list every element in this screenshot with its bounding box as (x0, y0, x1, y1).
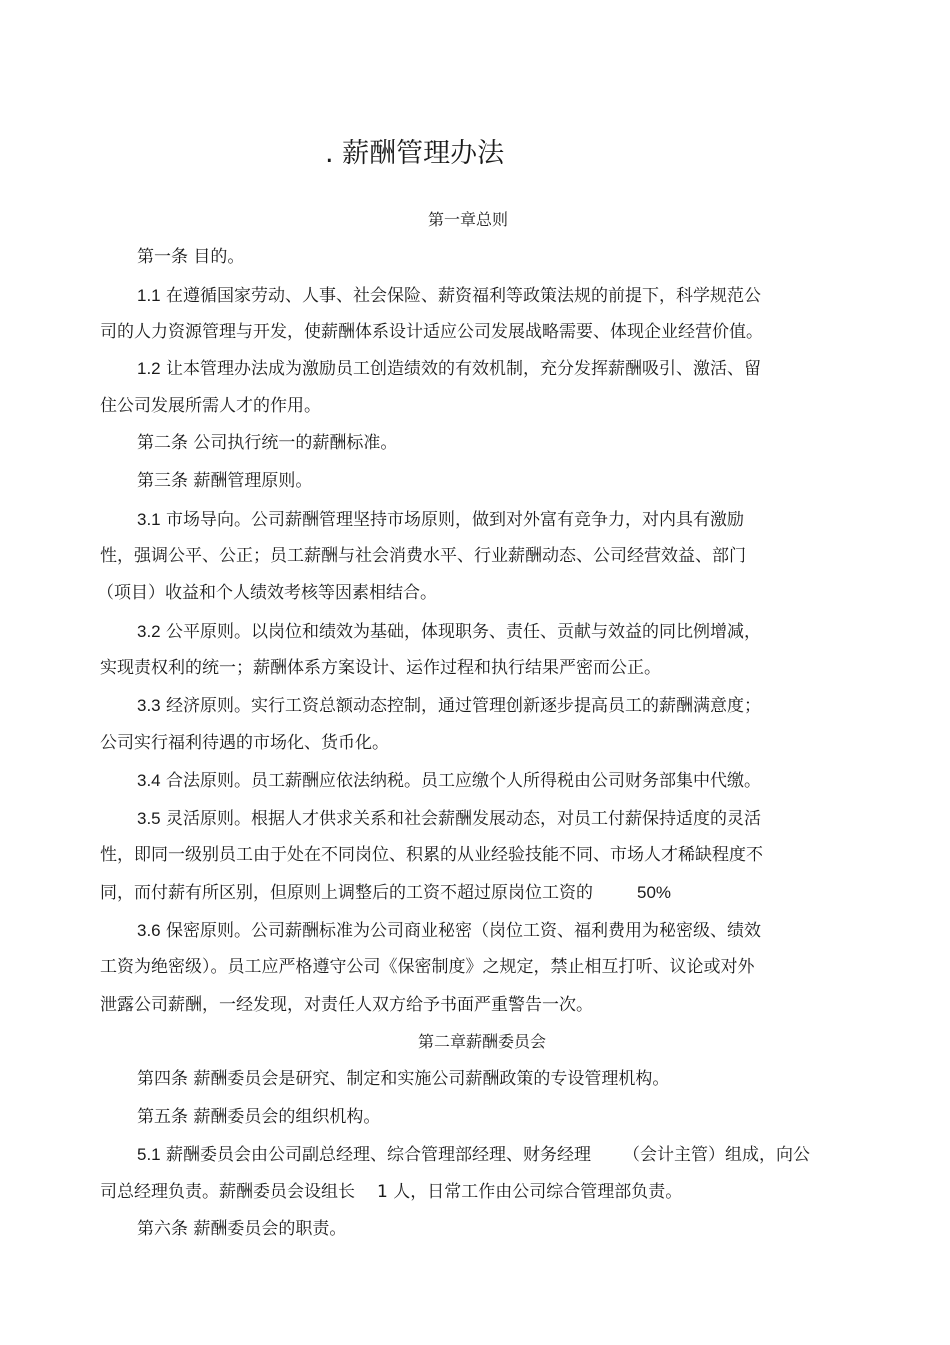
clause-text: 同，而付薪有所区别，但原则上调整后的工资不超过原岗位工资的 (100, 883, 593, 903)
clause-3-5-line-1 (137, 807, 761, 831)
clause-number: 3.1 (137, 510, 161, 529)
clause-number: 3.5 (137, 809, 161, 828)
document-title: . 薪酬管理办法 (325, 138, 505, 169)
clause-3-5-line-3 (100, 881, 671, 905)
clause-3-6-line-2: 工资为绝密级）。员工应严格遵守公司《保密制度》之规定，禁止相互打听、议论或对外 (100, 957, 755, 977)
clause-text: 司总经理负责。薪酬委员会设组长 (100, 1182, 355, 1202)
clause-3-4-line-1 (137, 769, 761, 793)
clause-number: 3.6 (137, 921, 161, 940)
clause-text: 经济原则。实行工资总额动态控制，通过管理创新逐步提高员工的薪酬满意度； (166, 696, 762, 716)
clause-3-2-line-2: 实现责权利的统一；薪酬体系方案设计、运作过程和执行结果严密而公正。 (100, 658, 661, 678)
clause-text: （会计主管）组成，向公 (623, 1145, 811, 1165)
percentage-value: 50% (637, 883, 672, 902)
clause-number: 5.1 (137, 1145, 161, 1164)
clause-text: 让本管理办法成为激励员工创造绩效的有效机制，充分发挥薪酬吸引、激活、留 (166, 359, 762, 379)
clause-text: 在遵循国家劳动、人事、社会保险、薪资福利等政策法规的前提下，科学规范公 (166, 286, 762, 306)
article-6: 第六条 薪酬委员会的职责。 (137, 1219, 347, 1239)
clause-3-3-line-1 (137, 694, 761, 718)
clause-3-1-line-1 (137, 508, 744, 532)
clause-3-2-line-1 (137, 620, 761, 644)
clause-number: 1.2 (137, 359, 161, 378)
clause-text: 公平原则。以岗位和绩效为基础，体现职务、责任、贡献与效益的同比例增减， (166, 622, 762, 642)
chapter-1-heading: 第一章总则 (428, 210, 509, 229)
clause-5-1-line-2 (100, 1180, 682, 1204)
clause-1-1-line-1 (137, 284, 761, 308)
clause-text: 市场导向。公司薪酬管理坚持市场原则，做到对外富有竞争力，对内具有激励 (166, 510, 745, 530)
clause-number: 3.2 (137, 622, 161, 641)
article-4: 第四条 薪酬委员会是研究、制定和实施公司薪酬政策的专设管理机构。 (137, 1069, 670, 1089)
article-2: 第二条 公司执行统一的薪酬标准。 (137, 433, 398, 453)
clause-3-6-line-1 (137, 919, 761, 943)
clause-number: 3.3 (137, 696, 161, 715)
article-3: 第三条 薪酬管理原则。 (137, 471, 313, 491)
clause-text: 灵活原则。根据人才供求关系和社会薪酬发展动态，对员工付薪保持适度的灵活 (166, 809, 762, 829)
clause-text: 保密原则。公司薪酬标准为公司商业秘密（岗位工资、福利费用为秘密级、绩效 (166, 921, 762, 941)
article-1: 第一条 目的。 (137, 247, 245, 267)
clause-1-2-line-2: 住公司发展所需人才的作用。 (100, 396, 321, 416)
clause-3-3-line-2: 公司实行福利待遇的市场化、货币化。 (100, 733, 389, 753)
clause-3-5-line-2: 性，即同一级别员工由于处在不同岗位、积累的从业经验技能不同、市场人才稀缺程度不 (100, 845, 763, 865)
clause-text: 1 人，日常工作由公司综合管理部负责。 (377, 1182, 683, 1202)
clause-text: 薪酬委员会由公司副总经理、综合管理部经理、财务经理 (166, 1145, 592, 1165)
chapter-2-heading: 第二章薪酬委员会 (418, 1032, 547, 1051)
clause-1-1-line-2: 司的人力资源管理与开发，使薪酬体系设计适应公司发展战略需要、体现企业经营价值。 (100, 322, 763, 342)
clause-3-6-line-3: 泄露公司薪酬，一经发现，对责任人双方给予书面严重警告一次。 (100, 995, 593, 1015)
clause-5-1-line-1 (137, 1143, 810, 1167)
clause-3-1-line-3: （项目）收益和个人绩效考核等因素相结合。 (97, 583, 437, 603)
clause-number: 1.1 (137, 286, 161, 305)
clause-text: 合法原则。员工薪酬应依法纳税。员工应缴个人所得税由公司财务部集中代缴。 (166, 771, 762, 791)
clause-number: 3.4 (137, 771, 161, 790)
clause-3-1-line-2: 性，强调公平、公正；员工薪酬与社会消费水平、行业薪酬动态、公司经营效益、部门 (100, 546, 746, 566)
clause-1-2-line-1 (137, 357, 761, 381)
article-5: 第五条 薪酬委员会的组织机构。 (137, 1107, 381, 1127)
